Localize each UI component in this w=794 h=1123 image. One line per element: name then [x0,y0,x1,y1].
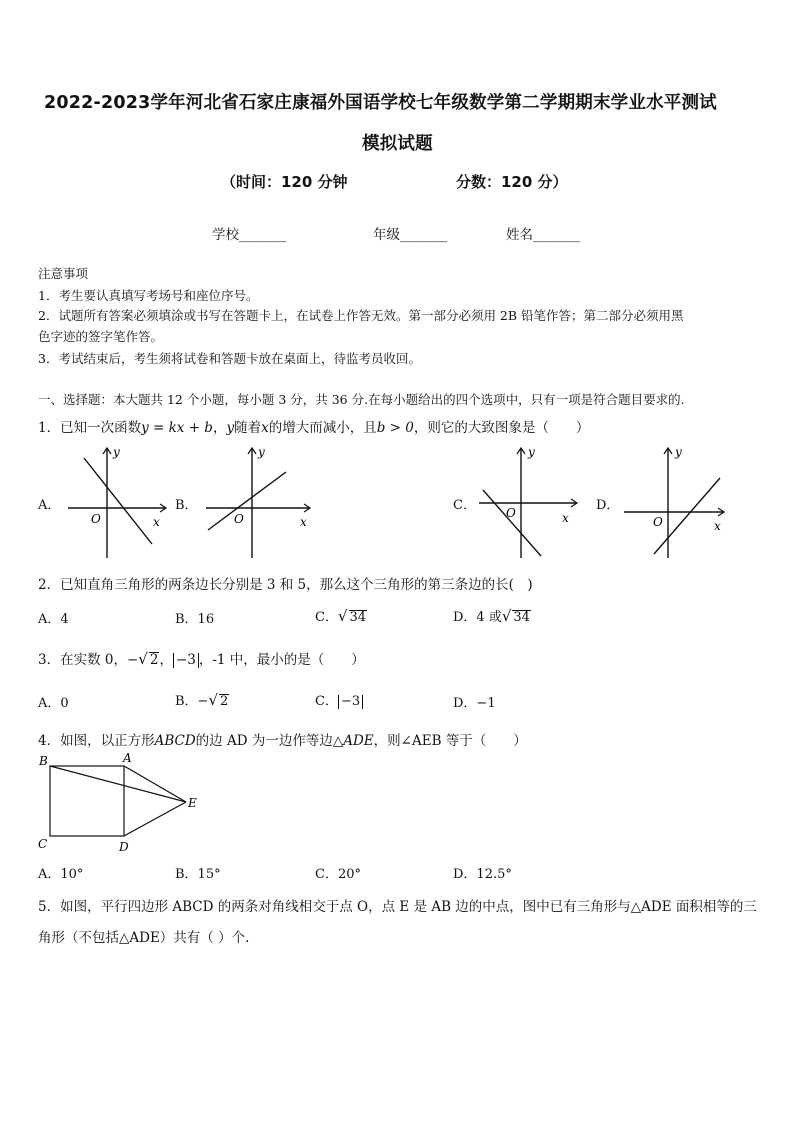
q2-option-a: A．4 [38,612,69,627]
q1-y-var: y [226,420,235,436]
page-title-line2: 模拟试题 [362,134,433,154]
q3-radicand: 2 [149,652,159,668]
q3-option-d: D．−1 [453,696,496,711]
q1-condition: b > 0 [376,420,414,436]
q1-option-a-label: A． [38,498,61,513]
question-5-line2: 角形（不包括△ADE）共有（ ）个. [38,930,250,946]
q1-graph-d [620,442,730,562]
q1-graph-b [200,442,315,562]
x-axis-label: x [562,511,569,525]
q2-option-d: D．4 或√ 34 [453,607,530,625]
question-2: 2．已知直角三角形的两条边长分别是 3 和 5，那么这个三角形的第三条边的长( ) [38,577,533,593]
notes-item-2a: 2．试题所有答案必须填涂或书写在答题卡上，在试卷上作答无效。第一部分必须用 2B 铅笔作答；第二部分必须用黑 [38,308,684,323]
page-title-line1: 2022-2023学年河北省石家庄康福外国语学校七年级数学第二学期期末学业水平测试 [44,93,717,113]
x-axis-label: x [714,519,721,533]
function-line [84,458,152,544]
function-line [654,478,720,554]
q3-option-c-abs: −3 [338,695,363,709]
q1-option-b-label: B． [175,498,198,513]
q2-option-c-radicand: 34 [349,610,367,625]
function-line [483,490,541,556]
q4-option-d: D．12.5° [453,867,512,882]
notes-item-2b: 色字迹的签字笔作答。 [38,329,164,344]
q3-absolute-value: −3 [173,653,199,668]
x-axis-label: x [300,515,307,529]
q4-option-b: B．15° [175,867,221,882]
y-axis-label: y [258,445,265,459]
q3-option-c: C． −3 [315,690,363,709]
q2-option-b: B．16 [175,612,215,627]
grade-field: 年级_______ [373,227,448,243]
origin-label: O [91,512,101,526]
question-4: 4．如图，以正方形ABCD的边 AD 为一边作等边△ADE，则∠AEB 等于（ ） [38,733,527,749]
q2-option-c: C．√ 34 [315,607,367,625]
question-3: 3．在实数 0，−√ 2， −3 ，-1 中，最小的是（ ） [38,650,365,668]
exam-score: 分数：120 分） [456,173,568,191]
section-heading: 一、选择题：本大题共 12 个小题，每小题 3 分，共 36 分.在每小题给出的四个选项中，只有一项是符合题目要求的. [38,392,685,407]
q1-formula: y = kx + b [141,420,213,436]
q4-figure [34,750,214,854]
notes-heading: 注意事项 [38,266,89,281]
q1-graph-c [475,442,585,562]
q1-text-b: ， [212,420,227,436]
q3-option-b-radicand: 2 [220,694,229,709]
y-axis-label: y [113,445,120,459]
school-field: 学校_______ [212,227,287,243]
segment-ae [124,766,186,802]
square-abcd [50,766,124,836]
q1-text-a: 1．已知一次函数 [38,420,142,436]
origin-label: O [653,515,663,529]
q1-graph-a [62,442,172,562]
name-field: 姓名_______ [506,227,581,243]
y-axis-label: y [528,445,535,459]
q1-x-var: x [261,420,269,436]
question-5-line1: 5．如图，平行四边形 ABCD 的两条对角线相交于点 O，点 E 是 AB 边的中点，图中已有三角形与△ADE 面积相等的三 [38,899,757,915]
vertex-e-label: E [188,796,197,810]
question-1 [38,416,589,436]
q3-option-a: A．0 [38,696,69,711]
y-axis-label: y [675,445,682,459]
vertex-b-label: B [39,754,48,768]
vertex-c-label: C [38,837,48,851]
exam-time: （时间：120 分钟 [221,173,348,191]
notes-item-1: 1．考生要认真填写考场号和座位序号。 [38,288,259,303]
origin-label: O [234,512,244,526]
q1-option-d-label: D． [596,498,620,513]
q1-text-d: 的增大而减小，且 [268,420,377,436]
q1-text-e: ，则它的大致图象是（ ） [413,420,590,436]
q2-option-d-radicand: 34 [513,610,530,625]
segment-de [124,802,186,836]
x-axis-label: x [153,515,160,529]
function-line [208,472,286,530]
origin-label: O [506,506,516,520]
q4-option-a: A．10° [38,867,84,882]
vertex-a-label: A [123,751,132,765]
q1-option-c-label: C． [453,498,476,513]
segment-be [50,766,186,802]
vertex-d-label: D [119,840,129,854]
q4-option-c: C．20° [315,867,361,882]
q3-option-b: B．−√ 2 [175,691,229,709]
notes-item-3: 3．考试结束后，考生须将试卷和答题卡放在桌面上，待监考员收回。 [38,351,421,366]
q1-text-c: 随着 [234,420,262,436]
